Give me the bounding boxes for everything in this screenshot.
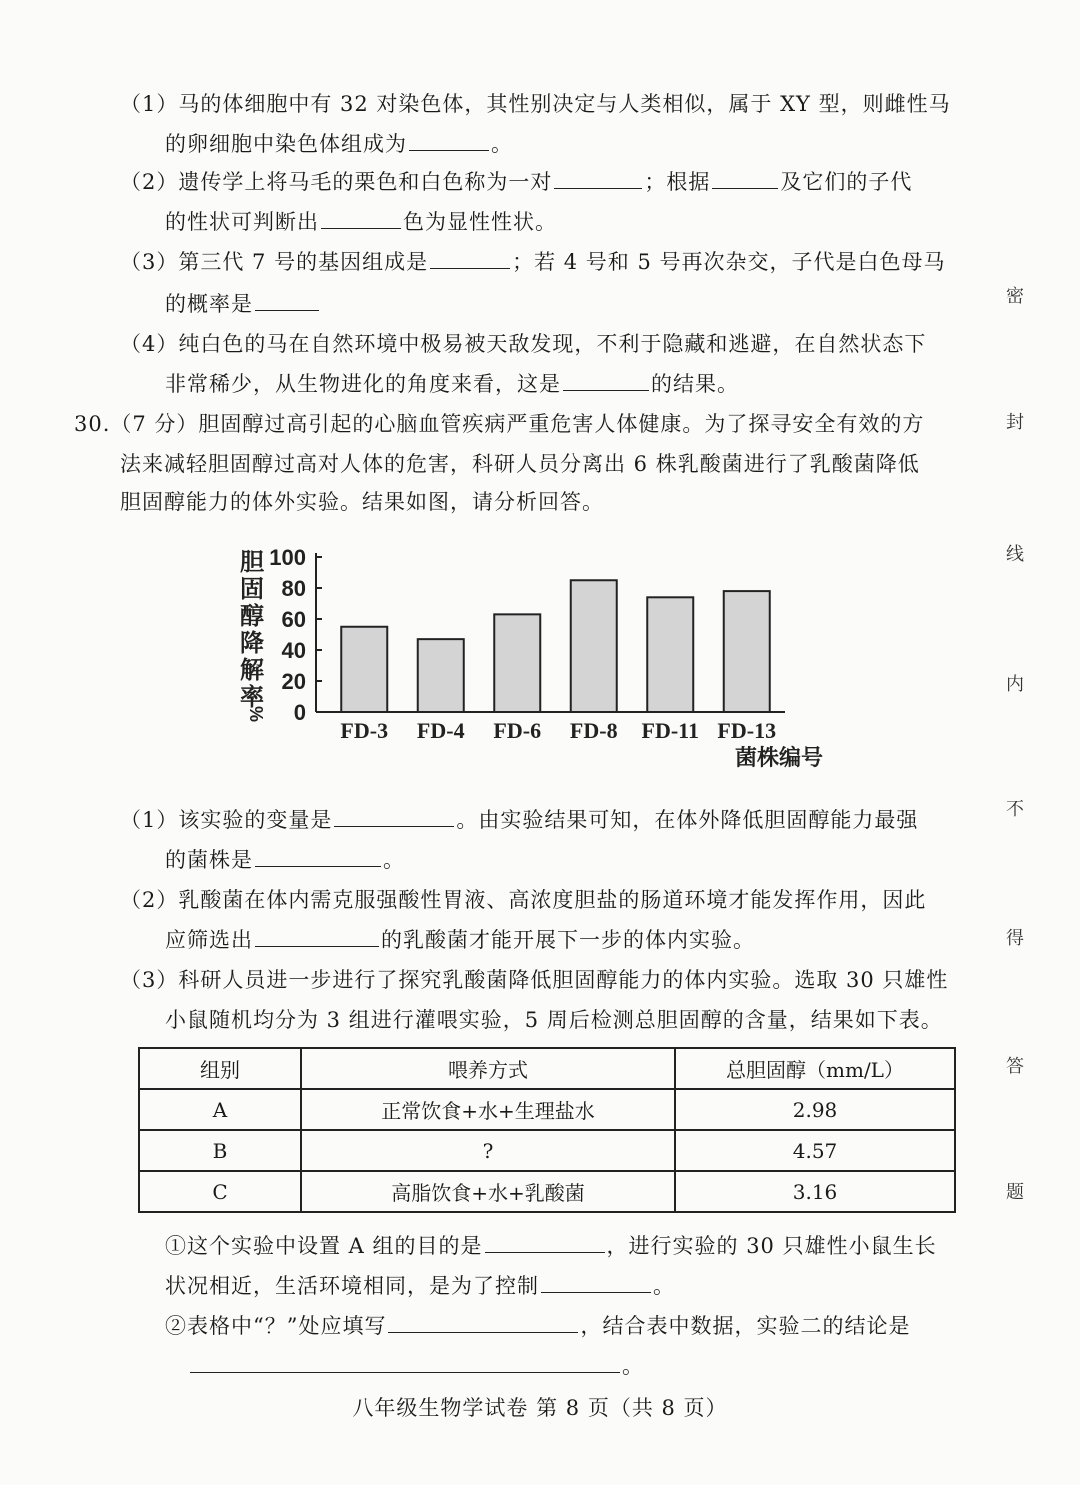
y-tick-label: 40 <box>281 638 306 663</box>
q29-part4-line2 <box>165 370 739 398</box>
table-row <box>139 1130 955 1171</box>
q29-part4-text: 非常稀少，从生物进化的角度来看，这是 <box>165 372 561 396</box>
x-axis-label: 菌株编号 <box>735 745 824 770</box>
ylabel-char: 固 <box>240 576 264 603</box>
q29-part3-post: ；若 4 号和 5 号再次杂交，子代是白色母马 <box>512 250 946 274</box>
y-tick-label: 60 <box>281 607 306 632</box>
x-tick-label: FD-13 <box>717 718 777 743</box>
q29-part1-line2 <box>165 130 513 158</box>
table-cell: 4.57 <box>675 1130 955 1171</box>
seal-char: 线 <box>1006 544 1024 565</box>
answer-blank[interactable] <box>712 168 778 189</box>
x-tick-label: FD-8 <box>569 718 618 743</box>
q30-c2-post: ，结合表中数据，实验二的结论是 <box>580 1314 911 1338</box>
q30-c2-text: ②表格中“？”处应填写 <box>165 1314 387 1338</box>
q29-part2-line1 <box>120 168 912 196</box>
q30-s2-text: 应筛选出 <box>165 928 253 952</box>
bar-fd-4 <box>418 639 464 712</box>
table-row <box>139 1171 955 1212</box>
answer-blank[interactable] <box>190 1352 620 1373</box>
answer-blank[interactable] <box>485 1232 605 1253</box>
q29-part1-end: 。 <box>491 132 513 156</box>
table-header-row <box>139 1048 955 1089</box>
answer-blank[interactable] <box>388 1312 578 1333</box>
x-tick-label: FD-4 <box>416 718 465 743</box>
table-header: 组别 <box>139 1048 301 1089</box>
q29-part2-text: （2）遗传学上将马毛的栗色和白色称为一对 <box>120 170 553 194</box>
q29-part2-text2: 的性状可判断出 <box>165 210 319 234</box>
table-cell: C <box>139 1171 301 1212</box>
table-cell: A <box>139 1089 301 1130</box>
q30-intro-line3: 胆固醇能力的体外实验。结果如图，请分析回答。 <box>120 490 604 514</box>
table-header: 喂养方式 <box>301 1048 675 1089</box>
table-cell: 2.98 <box>675 1089 955 1130</box>
ylabel-char: 胆 <box>240 549 264 576</box>
x-tick-label: FD-11 <box>641 718 699 743</box>
bar-fd-3 <box>341 627 387 712</box>
y-axis-label <box>240 549 266 722</box>
bar-fd-6 <box>494 614 540 712</box>
table-cell: 3.16 <box>675 1171 955 1212</box>
seal-char: 得 <box>1006 928 1024 949</box>
q30-s1-line1 <box>120 806 918 834</box>
q30-s1-text: （1）该实验的变量是 <box>120 808 333 832</box>
q30-s2-line2 <box>165 926 755 954</box>
q30-c1-text: ①这个实验中设置 A 组的目的是 <box>165 1234 483 1258</box>
page-footer: 八年级生物学试卷 第 8 页（共 8 页） <box>352 1396 728 1420</box>
y-tick-label: 20 <box>281 669 306 694</box>
q29-part3-text2: 的概率是 <box>165 292 253 316</box>
q30-c1-text2: 状况相近，生活环境相同，是为了控制 <box>165 1274 539 1298</box>
q30-c1-line1 <box>165 1232 937 1260</box>
y-tick-label: 0 <box>293 700 306 725</box>
seal-char: 密 <box>1006 286 1024 307</box>
answer-blank[interactable] <box>554 168 642 189</box>
bar-fd-13 <box>724 591 770 712</box>
q30-s1-text2: 的菌株是 <box>165 848 253 872</box>
q30-c2-end: 。 <box>622 1354 644 1378</box>
q29-part2-end: 色为显性性状。 <box>403 210 557 234</box>
seal-char: 答 <box>1006 1056 1024 1077</box>
ylabel-char: 解 <box>240 657 264 684</box>
table-cell: B <box>139 1130 301 1171</box>
q30-c1-post: ，进行实验的 30 只雄性小鼠生长 <box>606 1234 937 1258</box>
results-table <box>138 1047 956 1213</box>
ylabel-char: 降 <box>240 630 264 657</box>
y-tick-label: 100 <box>269 545 306 570</box>
q30-intro-line1: 30.（7 分）胆固醇过高引起的心脑血管疾病严重危害人体健康。为了探寻安全有效的方 <box>74 412 925 436</box>
answer-blank[interactable] <box>321 208 401 229</box>
q29-part2-mid: ；根据 <box>644 170 711 194</box>
q29-part1-text: 的卵细胞中染色体组成为 <box>165 132 407 156</box>
ylabel-char: 率 <box>240 684 264 711</box>
seal-char: 封 <box>1006 412 1024 433</box>
q30-c1-end: 。 <box>653 1274 675 1298</box>
q30-s2-line1: （2）乳酸菌在体内需克服强酸性胃液、高浓度胆盐的肠道环境才能发挥作用，因此 <box>120 888 927 912</box>
answer-blank[interactable] <box>409 130 489 151</box>
q29-part3-text: （3）第三代 7 号的基因组成是 <box>120 250 429 274</box>
table-cell: ? <box>301 1130 675 1171</box>
answer-blank[interactable] <box>430 248 510 269</box>
q29-part1-line1: （1）马的体细胞中有 32 对染色体，其性别决定与人类相似，属于 XY 型，则雌性马 <box>120 92 951 116</box>
q30-intro-line2: 法来减轻胆固醇过高对人体的危害，科研人员分离出 6 株乳酸菌进行了乳酸菌降低 <box>120 452 920 476</box>
q30-s2-post: 的乳酸菌才能开展下一步的体内实验。 <box>381 928 755 952</box>
table-cell: 高脂饮食+水+乳酸菌 <box>301 1171 675 1212</box>
bar-fd-8 <box>571 580 617 712</box>
bar-fd-11 <box>647 597 693 712</box>
q30-s1-post: 。由实验结果可知，在体外降低胆固醇能力最强 <box>456 808 919 832</box>
q29-part3-line2 <box>165 290 321 318</box>
q30-s1-end: 。 <box>383 848 405 872</box>
answer-blank[interactable] <box>541 1272 651 1293</box>
answer-blank[interactable] <box>334 806 454 827</box>
x-tick-label: FD-6 <box>493 718 542 743</box>
q30-c2-line2 <box>188 1352 644 1380</box>
q30-c2-line1 <box>165 1312 910 1340</box>
y-tick-label: 80 <box>281 576 306 601</box>
answer-blank[interactable] <box>255 846 381 867</box>
q29-part2-post: 及它们的子代 <box>780 170 913 194</box>
q30-s1-line2 <box>165 846 405 874</box>
table-row <box>139 1089 955 1130</box>
seal-char: 题 <box>1006 1182 1024 1203</box>
q29-part2-line2 <box>165 208 557 236</box>
q30-s3-line2: 小鼠随机均分为 3 组进行灌喂实验，5 周后检测总胆固醇的含量，结果如下表。 <box>165 1008 943 1032</box>
ylabel-char: 醇 <box>240 603 264 630</box>
seal-char: 不 <box>1006 799 1024 820</box>
q29-part3-line1 <box>120 248 946 276</box>
table-cell: 正常饮食+水+生理盐水 <box>301 1089 675 1130</box>
answer-blank[interactable] <box>563 370 649 391</box>
q30-c1-line2 <box>165 1272 675 1300</box>
q30-s3-line1: （3）科研人员进一步进行了探究乳酸菌降低胆固醇能力的体内实验。选取 30 只雄性 <box>120 968 949 992</box>
table-header: 总胆固醇（mm/L） <box>675 1048 955 1089</box>
answer-blank[interactable] <box>255 926 379 947</box>
q29-part4-line1: （4）纯白色的马在自然环境中极易被天敌发现，不利于隐藏和逃避，在自然状态下 <box>120 332 927 356</box>
q29-part4-end: 的结果。 <box>651 372 739 396</box>
x-tick-label: FD-3 <box>340 718 389 743</box>
seal-char: 内 <box>1006 674 1024 695</box>
ylabel-char: % <box>246 705 266 723</box>
answer-blank[interactable] <box>255 290 319 311</box>
cholesterol-bar-chart <box>230 540 824 775</box>
